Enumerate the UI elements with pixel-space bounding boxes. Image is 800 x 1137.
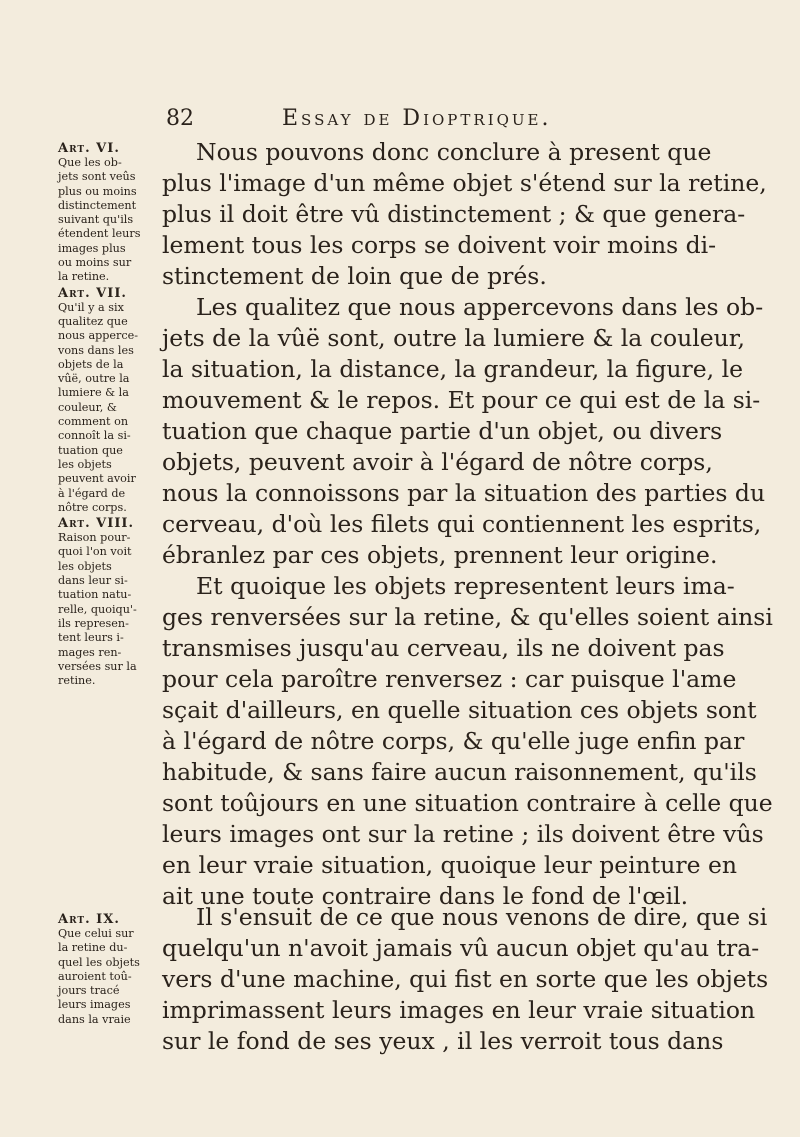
text-line: transmises jusqu'au cerveau, ils ne doivent pas — [162, 634, 725, 662]
text-line: stinctement de loin que de prés. — [162, 262, 547, 290]
text-line: la situation, la distance, la grandeur, la figure, le — [162, 355, 744, 383]
text-line: nous la connoissons par la situation des parties du — [162, 479, 766, 507]
text-line: en leur vraie situation, quoique leur peinture en — [162, 851, 738, 879]
margin-note — [58, 516, 154, 688]
margin-note-line: plus ou moins — [58, 184, 137, 198]
text-line: Il s'ensuit de ce que nous venons de dire, que si — [196, 903, 768, 931]
margin-note-line: la retine. — [58, 270, 110, 284]
margin-note-line: tent leurs i- — [58, 631, 124, 645]
paragraph — [162, 902, 769, 1057]
margin-note-heading: Art. VI. — [58, 141, 120, 156]
text-line: mouvement & le repos. Et pour ce qui est de la si- — [162, 386, 761, 414]
margin-note-line: suivant qu'ils — [58, 213, 134, 227]
margin-note-line: tuation que — [58, 443, 123, 457]
margin-note-line: versées sur la — [58, 659, 137, 673]
margin-note-line: auroient toû- — [58, 969, 132, 983]
margin-note-line: couleur, & — [58, 400, 117, 414]
text-line: sont toûjours en une situation contraire à celle que — [162, 789, 773, 817]
text-line: habitude, & sans faire aucun raisonnement, qu'ils — [162, 758, 757, 786]
margin-notes-lower — [58, 912, 154, 1028]
text-line: leurs images ont sur la retine ; ils doivent être vûs — [162, 820, 764, 848]
margin-note — [58, 912, 154, 1027]
margin-note-line: Qu'il y a six — [58, 300, 124, 314]
margin-note-line: étendent leurs — [58, 227, 141, 241]
paragraph — [162, 292, 766, 571]
margin-note-line: Que les ob- — [58, 156, 122, 169]
margin-note-line: quel les objets — [58, 955, 140, 969]
margin-note-line: comment on — [58, 415, 129, 429]
margin-note — [58, 286, 154, 515]
margin-note-line: images plus — [58, 241, 126, 255]
text-line: ait une toute contraire dans le fond de l'œil. — [162, 882, 689, 910]
margin-note-line: nous apperce- — [58, 329, 139, 343]
text-line: à l'égard de nôtre corps, & qu'elle juge enfin par — [162, 727, 745, 755]
margin-note-line: nôtre corps. — [58, 500, 127, 514]
paragraph — [162, 137, 767, 292]
text-line: objets, peuvent avoir à l'égard de nôtre corps, — [162, 448, 713, 476]
text-line: imprimassent leurs images en leur vraie situation — [162, 996, 756, 1024]
text-line: sçait d'ailleurs, en quelle situation ces objets sont — [162, 696, 757, 724]
paragraph — [162, 571, 773, 912]
margin-note-line: les objets — [58, 559, 112, 573]
page-number: 82 — [166, 106, 194, 131]
margin-note-line: connoît la si- — [58, 429, 131, 443]
margin-note-heading: Art. IX. — [58, 912, 120, 927]
main-text — [162, 137, 773, 912]
margin-note-heading: Art. VII. — [58, 285, 127, 301]
page-header — [160, 102, 760, 136]
margin-note-line: jets sont veûs — [58, 170, 136, 184]
margin-note-line: Raison pour- — [58, 531, 131, 545]
margin-note-line: dans leur si- — [58, 574, 128, 588]
margin-note-line: retine. — [58, 674, 96, 688]
margin-note-line: lumiere & la — [58, 386, 129, 400]
margin-note-line: mages ren- — [58, 645, 122, 659]
margin-note-line: les objets — [58, 457, 112, 471]
margin-note-line: ou moins sur — [58, 256, 132, 270]
margin-note-line: leurs images — [58, 998, 131, 1012]
text-line: tuation que chaque partie d'un objet, ou divers — [162, 417, 723, 445]
margin-note-line: objets de la — [58, 357, 124, 371]
text-line: vers d'une machine, qui fist en sorte que les objets — [162, 965, 769, 993]
margin-note-line: tuation natu- — [58, 588, 132, 602]
margin-note-line: à l'égard de — [58, 486, 126, 500]
margin-note-line: dans la vraie — [58, 1012, 131, 1026]
text-line: cerveau, d'où les filets qui contiennent les esprits, — [162, 510, 762, 538]
text-line: plus il doit être vû distinctement ; & que genera- — [162, 200, 746, 228]
text-line: jets de la vûë sont, outre la lumiere & la couleur, — [162, 324, 745, 352]
margin-note — [58, 141, 154, 285]
margin-note-line: vons dans les — [58, 343, 134, 357]
margin-note-line: qualitez que — [58, 314, 128, 328]
text-line: pour cela paroître renversez : car puisque l'ame — [162, 665, 737, 693]
main-text-lower — [162, 902, 769, 1057]
text-line: lement tous les corps se doivent voir moins di- — [162, 231, 717, 259]
text-line: sur le fond de ses yeux , il les verroit tous dans — [162, 1027, 724, 1055]
margin-note-line: vûë, outre la — [58, 372, 130, 386]
margin-note-line: ils represen- — [58, 616, 129, 630]
text-line: ébranlez par ces objets, prennent leur origine. — [162, 541, 718, 569]
margin-note-line: distinctement — [58, 198, 137, 212]
text-line: Et quoique les objets representent leurs ima- — [196, 572, 735, 600]
text-line: ges renversées sur la retine, & qu'elles soient ainsi — [162, 603, 773, 631]
margin-note-line: jours tracé — [58, 984, 120, 998]
margin-note-line: peuvent avoir — [58, 472, 136, 486]
text-line: quelqu'un n'avoit jamais vû aucun objet qu'au tra- — [162, 934, 760, 962]
running-title: Essay de Dioptrique. — [282, 106, 552, 131]
margin-note-line: relle, quoiqu'- — [58, 602, 137, 616]
margin-note-heading: Art. VIII. — [58, 516, 135, 532]
margin-note-line: Que celui sur — [58, 927, 134, 940]
margin-notes — [58, 141, 154, 689]
margin-note-line: la retine du- — [58, 941, 128, 955]
margin-note-line: quoi l'on voit — [58, 545, 132, 559]
text-line: plus l'image d'un même objet s'étend sur la retine, — [162, 169, 767, 197]
text-line: Les qualitez que nous appercevons dans les ob- — [196, 293, 764, 321]
text-line: Nous pouvons donc conclure à present que — [196, 138, 712, 166]
